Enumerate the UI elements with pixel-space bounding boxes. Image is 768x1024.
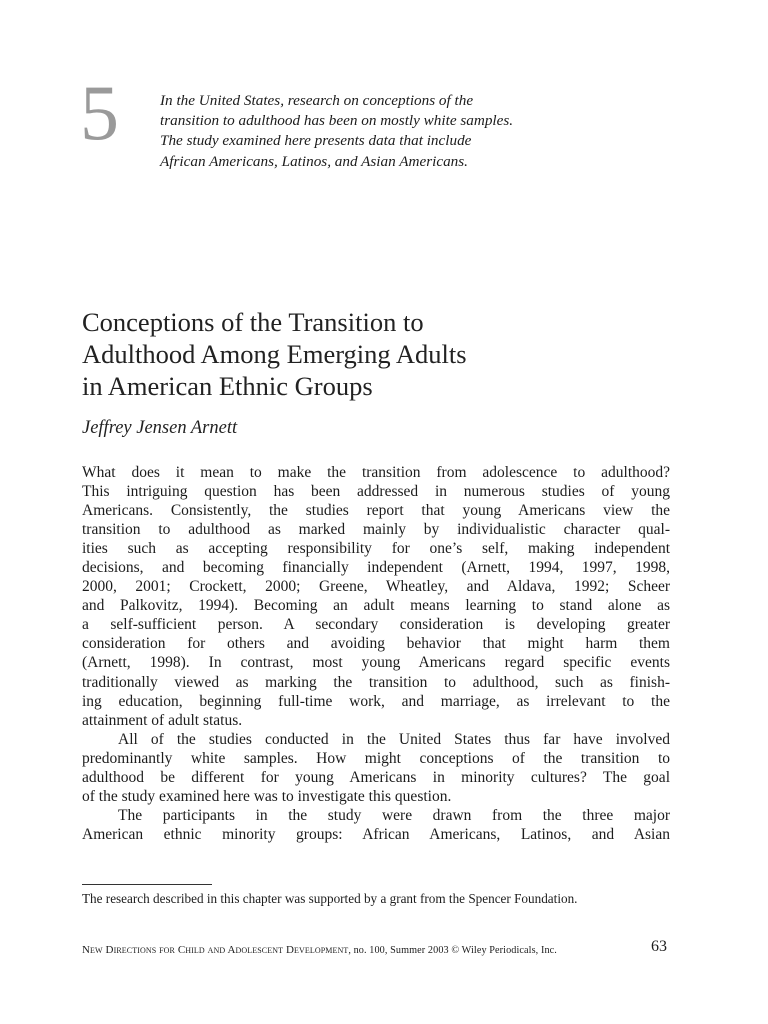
body-line: of the study examined here was to investigate this question. [82, 787, 452, 805]
body-line: traditionally viewed as marking the transition to adulthood, such as finish- [82, 673, 670, 691]
epigraph-line: African Americans, Latinos, and Asian Americans. [160, 152, 468, 170]
chapter-epigraph [160, 91, 620, 172]
body-line: a self-sufficient person. A secondary consideration is developing greater [82, 616, 670, 634]
title-line: Conceptions of the Transition to [82, 307, 424, 337]
journal-name: New Directions for Child and Adolescent Development [82, 944, 349, 956]
body-line: ing education, beginning full-time work, and marriage, as irrelevant to the [82, 692, 670, 710]
body-line: The participants in the study were drawn from the three major [118, 806, 670, 824]
body-line: Americans. Consistently, the studies report that young Americans view the [82, 502, 670, 520]
body-line: (Arnett, 1998). In contrast, most young Americans regard specific events [82, 654, 670, 672]
body-text [82, 463, 670, 844]
body-line: predominantly white samples. How might conceptions of the transition to [82, 749, 670, 767]
body-line: All of the studies conducted in the United States thus far have involved [118, 730, 670, 748]
chapter-number: 5 [80, 69, 119, 156]
title-line: in American Ethnic Groups [82, 371, 373, 401]
body-line: What does it mean to make the transition from adolescence to adulthood? [82, 464, 670, 481]
epigraph-line: In the United States, research on conceptions of the [160, 92, 474, 109]
body-line: American ethnic minority groups: African Americans, Latinos, and Asian [82, 825, 670, 843]
author-name: Jeffrey Jensen Arnett [82, 418, 238, 438]
body-line: decisions, and becoming financially independent (Arnett, 1994, 1997, 1998, [82, 559, 670, 577]
page-number: 63 [651, 938, 667, 955]
title-line: Adulthood Among Emerging Adults [82, 339, 467, 369]
body-line: adulthood be different for young Americans in minority cultures? The goal [82, 768, 670, 786]
body-line: and Palkovitz, 1994). Becoming an adult means learning to stand alone as [82, 597, 670, 615]
body-line: ities such as accepting responsibility for one’s self, making independent [82, 540, 670, 558]
body-line: This intriguing question has been addressed in numerous studies of young [82, 483, 670, 501]
epigraph-line: The study examined here presents data that include [160, 132, 472, 150]
body-line: attainment of adult status. [82, 711, 243, 729]
body-line: consideration for others and avoiding behavior that might harm them [82, 635, 670, 653]
journal-footer [82, 944, 557, 956]
footnote-divider [82, 884, 212, 885]
journal-issue: , no. 100, Summer 2003 © Wiley Periodicals, Inc. [348, 945, 557, 956]
epigraph-line: transition to adulthood has been on mostly white samples. [160, 112, 514, 130]
chapter-title [82, 306, 682, 402]
footnote: The research described in this chapter was supported by a grant from the Spencer Foundation. [82, 891, 578, 906]
body-line: 2000, 2001; Crockett, 2000; Greene, Wheatley, and Aldava, 1992; Scheer [82, 578, 670, 596]
body-line: transition to adulthood as marked mainly by individualistic character qual- [82, 521, 670, 539]
